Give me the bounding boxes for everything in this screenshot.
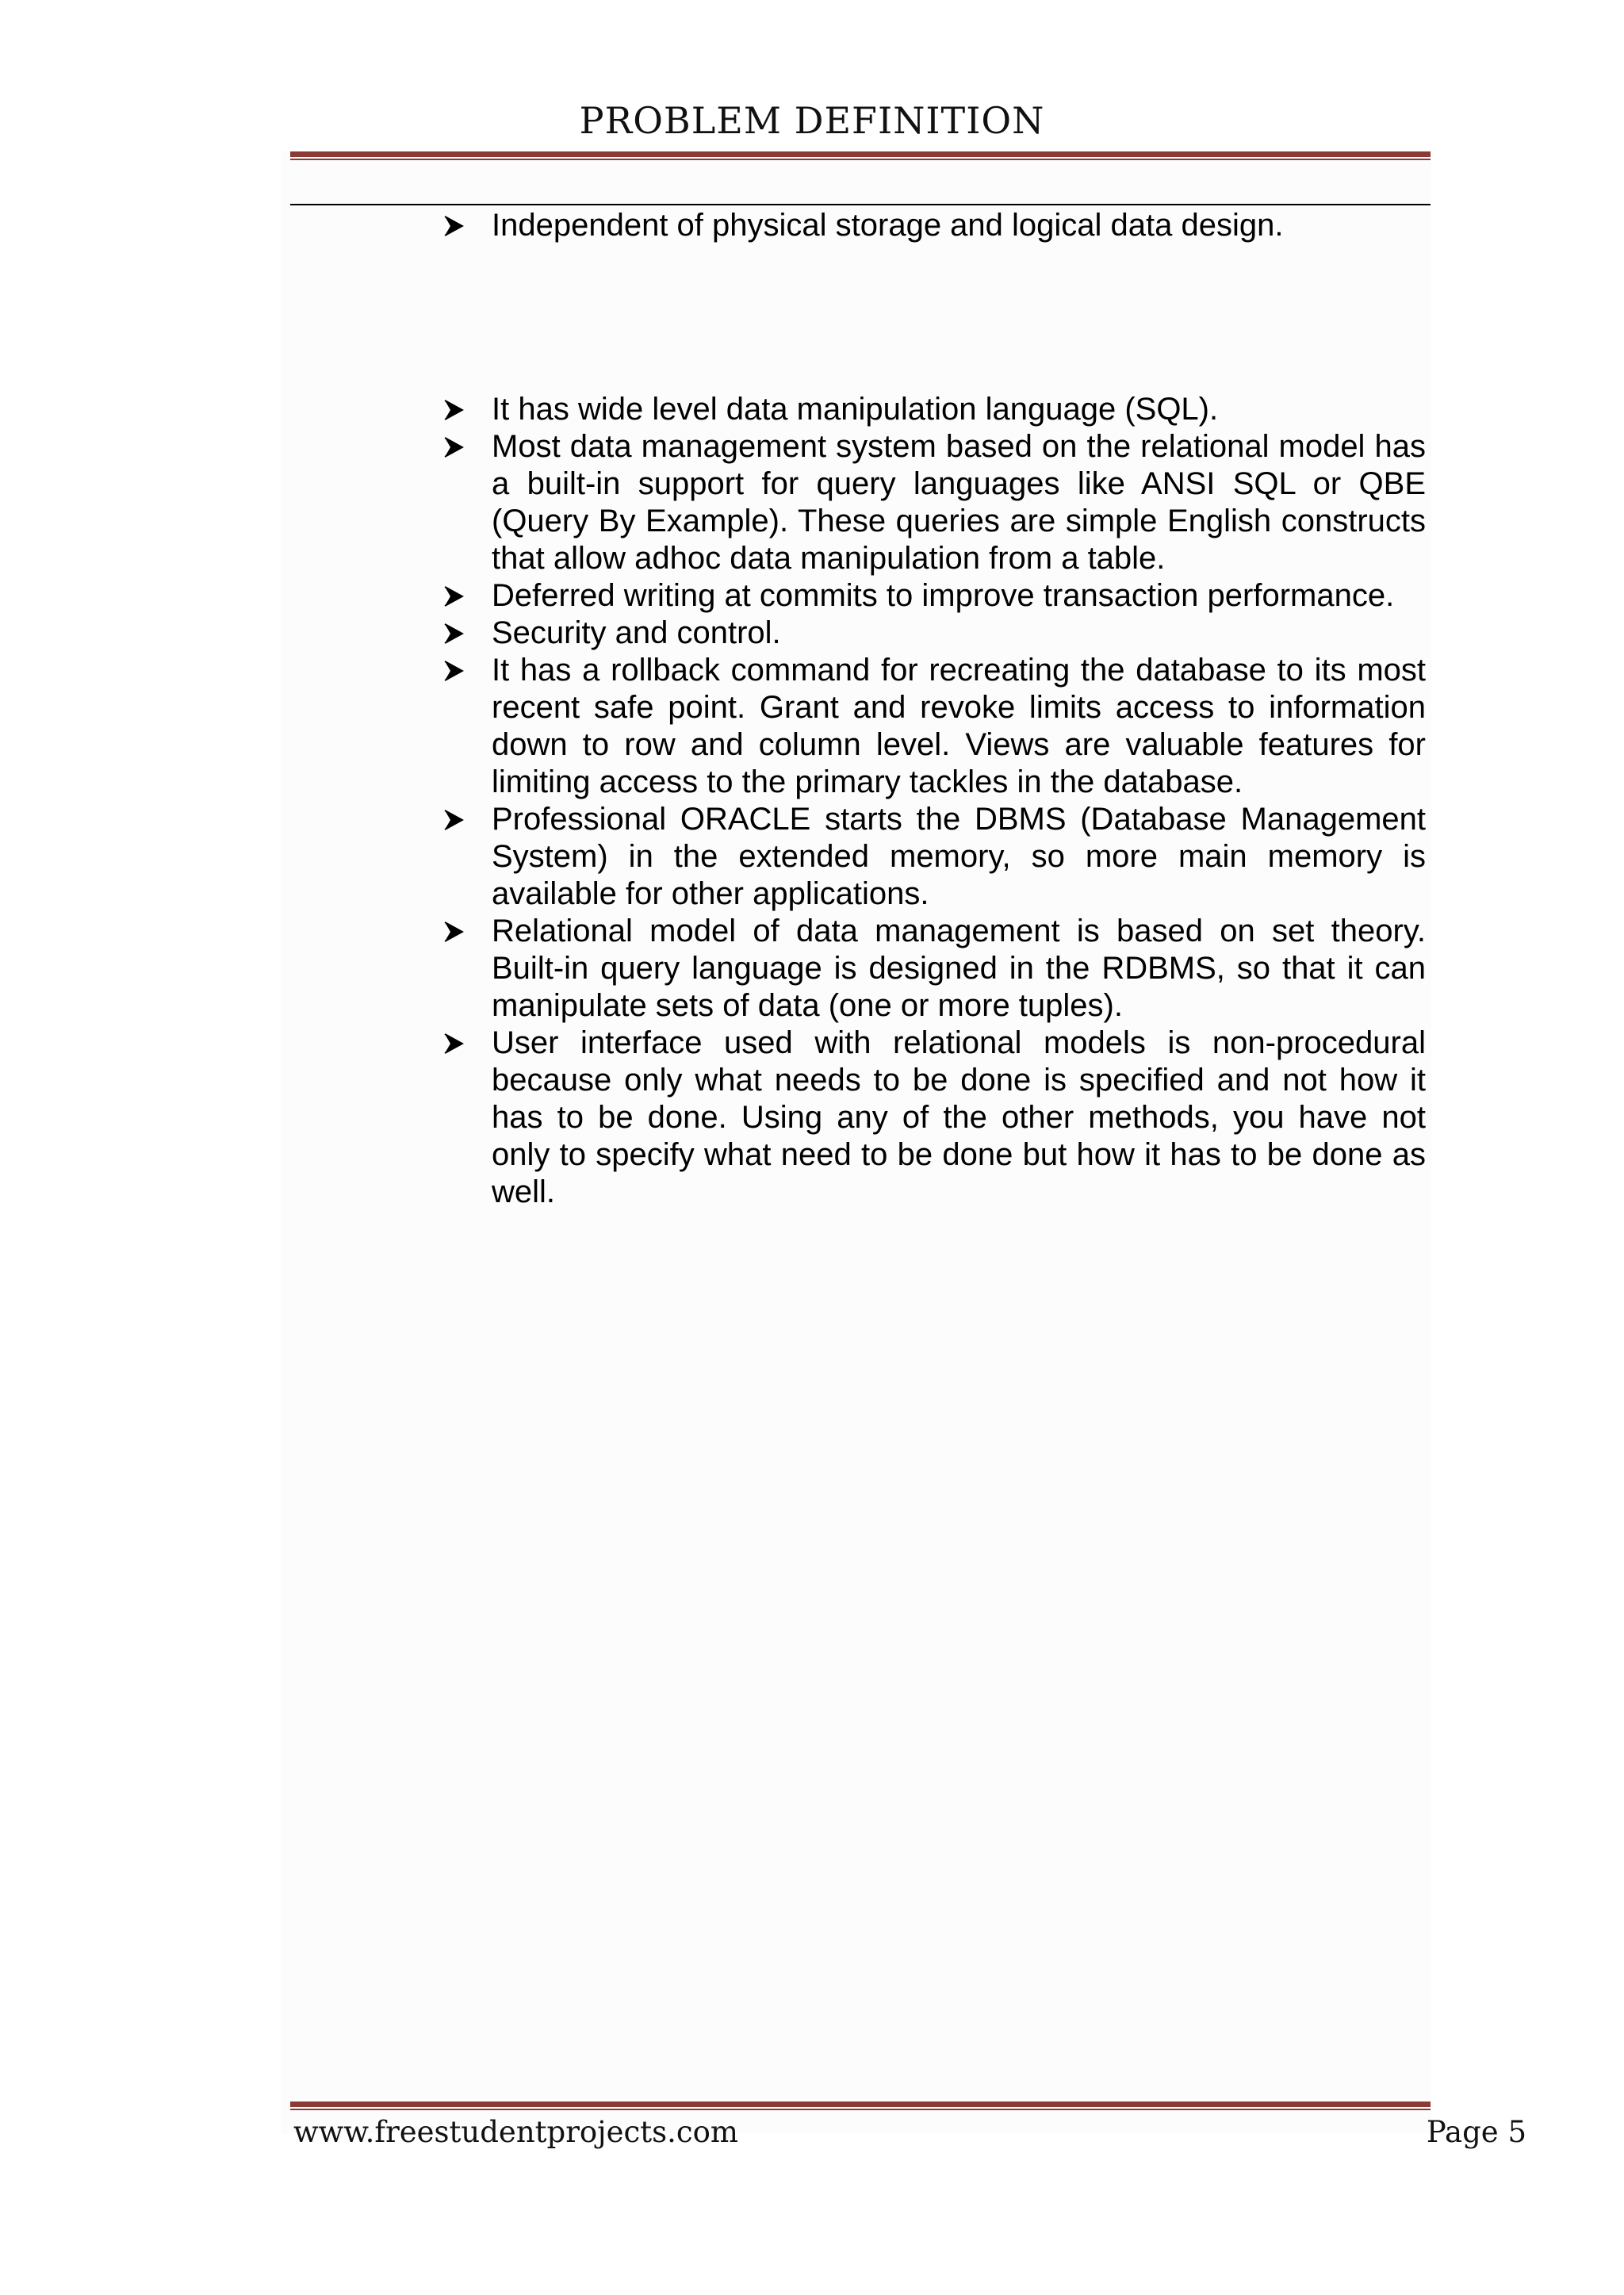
bullet-item [439,428,1426,577]
arrow-bullet-icon [443,623,464,645]
bullet-list-main [439,391,1426,1211]
arrow-bullet-icon [443,585,464,607]
arrow-bullet-icon [443,399,464,421]
bullet-text: User interface used with relational models is non-procedural because only what needs to be done is specified and not how it has to be done. Using any of the other methods, you have not only to specify what need to be done but how it has to be done as well. [492,1025,1426,1209]
arrow-bullet-icon [443,1033,464,1055]
content-area [439,207,1426,1211]
page-number: Page 5 [1426,2115,1526,2149]
arrow-bullet-icon [443,921,464,943]
bullet-text: Relational model of data management is based on set theory. Built-in query language is designed in the RDBMS, so that it can manipulate sets of data (one or more tuples). [492,914,1426,1023]
bullet-item [439,801,1426,913]
arrow-bullet-icon [443,215,464,237]
arrow-bullet-icon [443,436,464,458]
arrow-bullet-icon [443,660,464,682]
content-top-rule [290,204,1431,205]
bullet-text: It has a rollback command for recreating the database to its most recent safe point. Grant and revoke limits access to information down to row and column level. Views are valuable features for limiting access to the primary tackles in the database. [492,653,1426,799]
bullet-text: Independent of physical storage and logical data design. [492,208,1284,243]
bullet-item [439,577,1426,615]
blank-gap [439,244,1426,391]
bullet-item [439,391,1426,428]
bullet-item [439,1025,1426,1211]
footer-website: www.freestudentprojects.com [293,2115,738,2149]
bullet-item [439,652,1426,801]
bullet-item [439,913,1426,1025]
bullet-text: Professional ORACLE starts the DBMS (Database Management System) in the extended memory, so more main memory is available for other applications. [492,802,1426,911]
bullet-item [439,207,1426,244]
arrow-bullet-icon [443,809,464,831]
footer-divider [290,2102,1431,2111]
bullet-text: It has wide level data manipulation language (SQL). [492,392,1219,427]
header-divider [290,151,1431,161]
bullet-text: Most data management system based on the relational model has a built-in support for query languages like ANSI SQL or QBE (Query By Example). These queries are simple English constructs that allow adhoc data manipulation from a table. [492,429,1426,576]
bullet-text: Deferred writing at commits to improve transaction performance. [492,578,1395,613]
bullet-text: Security and control. [492,615,781,650]
bullet-list-first [439,207,1426,244]
bullet-item [439,615,1426,652]
page-title: PROBLEM DEFINITION [579,99,1045,142]
